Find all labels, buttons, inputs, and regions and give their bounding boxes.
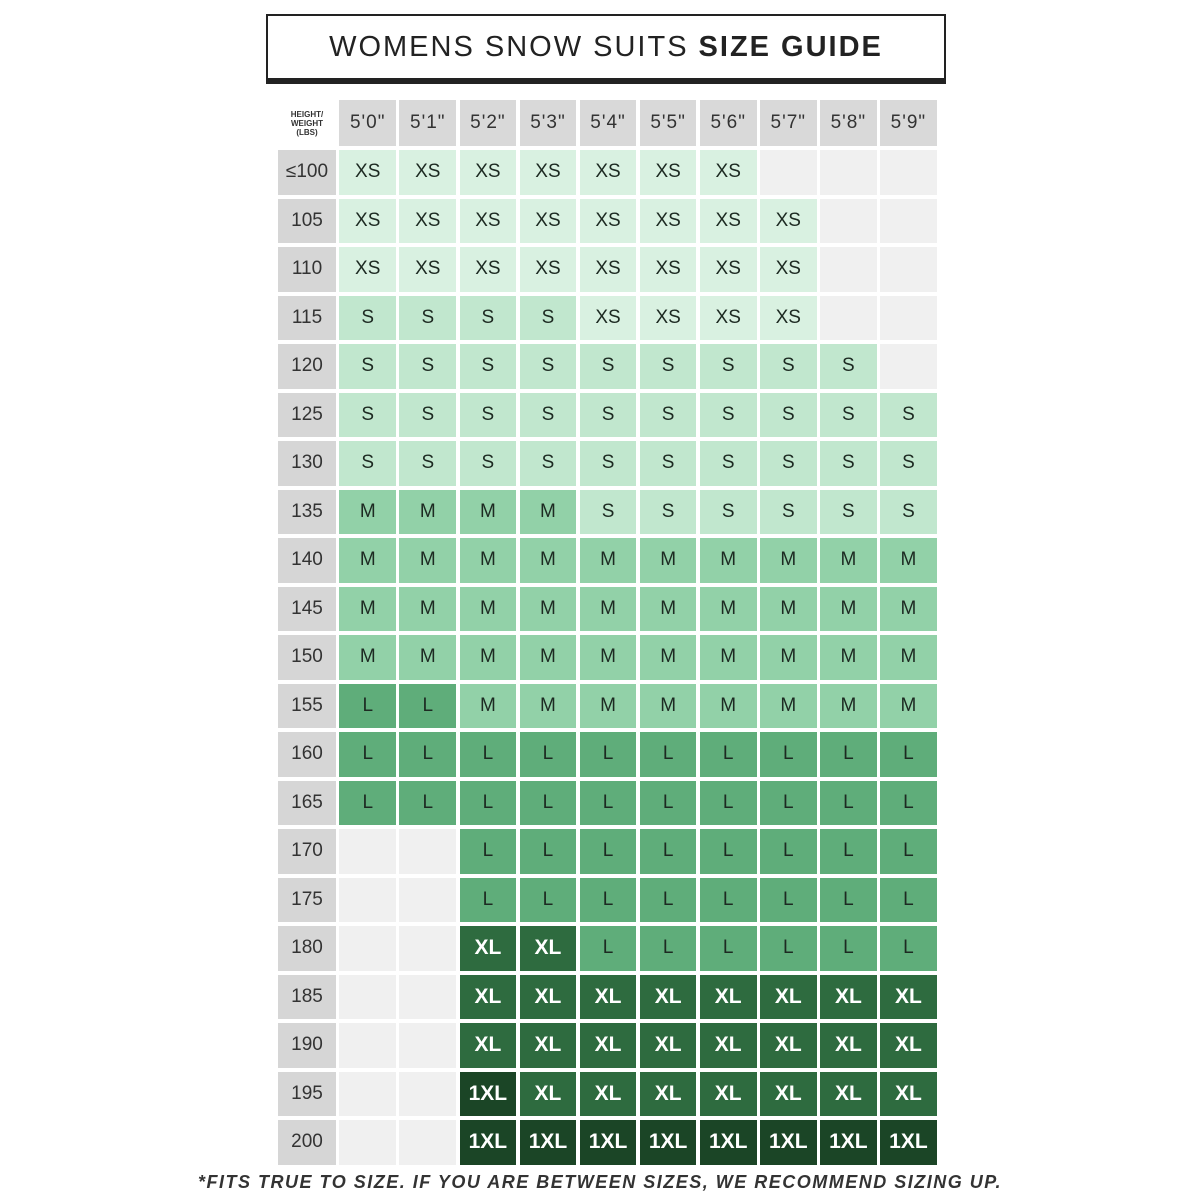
size-cell: XL [700, 975, 757, 1020]
row-header-weight: 170 [278, 829, 336, 874]
empty-cell [820, 150, 877, 195]
size-cell: XS [580, 150, 637, 195]
size-cell: S [339, 441, 396, 486]
size-cell: L [640, 732, 697, 777]
size-cell: XS [339, 247, 396, 292]
size-cell: M [520, 684, 577, 729]
empty-cell [820, 199, 877, 244]
size-cell: M [399, 490, 456, 535]
footnote: *FITS TRUE TO SIZE. IF YOU ARE BETWEEN SIZES, WE RECOMMEND SIZING UP. [198, 1172, 1002, 1192]
size-cell: 1XL [460, 1072, 517, 1117]
size-cell: S [520, 441, 577, 486]
size-cell: M [700, 635, 757, 680]
size-cell: S [700, 393, 757, 438]
size-cell: L [520, 878, 577, 923]
size-cell: M [760, 587, 817, 632]
size-cell: XS [339, 199, 396, 244]
size-cell: S [520, 393, 577, 438]
size-cell: XS [580, 247, 637, 292]
size-cell: XS [520, 247, 577, 292]
size-cell: L [520, 781, 577, 826]
size-cell: L [700, 926, 757, 971]
size-cell: S [460, 296, 517, 341]
size-cell: M [520, 490, 577, 535]
size-cell: M [399, 587, 456, 632]
size-cell: M [580, 587, 637, 632]
row-header-weight: 145 [278, 587, 336, 632]
empty-cell [820, 247, 877, 292]
size-cell: L [520, 732, 577, 777]
size-cell: XL [580, 1023, 637, 1068]
size-cell: M [640, 684, 697, 729]
size-cell: XS [760, 247, 817, 292]
size-cell: XL [520, 975, 577, 1020]
size-cell: XS [640, 199, 697, 244]
size-cell: M [460, 635, 517, 680]
size-cell: L [760, 878, 817, 923]
size-cell: XL [700, 1023, 757, 1068]
empty-cell [339, 878, 396, 923]
size-cell: XS [760, 199, 817, 244]
title-light: WOMENS SNOW SUITS [329, 30, 689, 63]
size-cell: L [339, 684, 396, 729]
title-bold: SIZE GUIDE [698, 30, 883, 63]
size-cell: S [760, 490, 817, 535]
size-cell: XL [640, 1072, 697, 1117]
size-cell: M [700, 684, 757, 729]
size-cell: XL [640, 1023, 697, 1068]
row-header-weight: 175 [278, 878, 336, 923]
size-cell: M [760, 684, 817, 729]
size-cell: XL [880, 1023, 937, 1068]
size-cell: L [880, 829, 937, 874]
size-cell: XS [640, 150, 697, 195]
size-cell: 1XL [760, 1120, 817, 1165]
empty-cell [399, 1120, 456, 1165]
empty-cell [339, 1120, 396, 1165]
column-header-height: 5'5" [640, 100, 697, 146]
size-cell: M [520, 538, 577, 583]
size-cell: L [760, 781, 817, 826]
size-cell: L [760, 732, 817, 777]
empty-cell [399, 926, 456, 971]
row-header-weight: 160 [278, 732, 336, 777]
size-cell: S [399, 296, 456, 341]
size-cell: XL [760, 1023, 817, 1068]
empty-cell [880, 150, 937, 195]
size-cell: S [640, 393, 697, 438]
size-cell: XS [700, 247, 757, 292]
size-cell: L [640, 829, 697, 874]
column-header-height: 5'0" [339, 100, 396, 146]
empty-cell [880, 247, 937, 292]
size-cell: XS [700, 150, 757, 195]
size-cell: XS [399, 247, 456, 292]
size-cell: S [820, 490, 877, 535]
size-cell: M [339, 490, 396, 535]
size-cell: M [640, 635, 697, 680]
size-cell: L [399, 781, 456, 826]
size-cell: XL [760, 975, 817, 1020]
size-cell: S [580, 441, 637, 486]
size-cell: XL [460, 975, 517, 1020]
size-cell: M [520, 587, 577, 632]
size-cell: XS [399, 199, 456, 244]
size-cell: M [820, 635, 877, 680]
size-cell: L [760, 829, 817, 874]
size-cell: 1XL [520, 1120, 577, 1165]
size-cell: S [399, 441, 456, 486]
size-cell: L [880, 732, 937, 777]
size-cell: L [460, 878, 517, 923]
corner-label-line: HEIGHT/ [290, 109, 324, 119]
size-cell: XL [880, 975, 937, 1020]
size-cell: S [339, 393, 396, 438]
size-cell: L [399, 684, 456, 729]
size-cell: XS [520, 199, 577, 244]
size-cell: L [580, 732, 637, 777]
chart-title [266, 14, 946, 84]
size-cell: M [820, 538, 877, 583]
size-cell: XL [580, 1072, 637, 1117]
row-header-weight: 180 [278, 926, 336, 971]
size-cell: L [700, 829, 757, 874]
size-cell: L [700, 732, 757, 777]
size-cell: L [820, 829, 877, 874]
size-cell: XL [820, 1023, 877, 1068]
size-cell: M [700, 538, 757, 583]
size-cell: XS [640, 296, 697, 341]
size-cell: M [580, 684, 637, 729]
size-cell: L [339, 781, 396, 826]
size-cell: S [700, 490, 757, 535]
size-table [278, 100, 937, 1165]
size-cell: S [640, 441, 697, 486]
size-cell: M [399, 538, 456, 583]
size-cell: XL [520, 1023, 577, 1068]
size-cell: S [820, 344, 877, 389]
size-cell: M [820, 587, 877, 632]
size-cell: M [640, 538, 697, 583]
size-cell: XL [820, 1072, 877, 1117]
size-cell: M [760, 635, 817, 680]
size-cell: L [700, 781, 757, 826]
empty-cell [339, 1023, 396, 1068]
corner-label-line: (LBS) [296, 127, 318, 137]
empty-cell [760, 150, 817, 195]
column-header-height: 5'8" [820, 100, 877, 146]
size-cell: L [880, 781, 937, 826]
size-cell: M [820, 684, 877, 729]
size-cell: M [580, 538, 637, 583]
corner-label [278, 100, 336, 146]
size-cell: S [580, 393, 637, 438]
row-header-weight: 140 [278, 538, 336, 583]
size-cell: S [580, 490, 637, 535]
row-header-weight: 190 [278, 1023, 336, 1068]
size-cell: XL [580, 975, 637, 1020]
size-cell: S [339, 296, 396, 341]
size-cell: XS [580, 296, 637, 341]
size-cell: S [460, 344, 517, 389]
size-cell: L [460, 732, 517, 777]
size-cell: M [339, 587, 396, 632]
size-cell: M [520, 635, 577, 680]
size-cell: 1XL [700, 1120, 757, 1165]
size-cell: L [820, 781, 877, 826]
size-cell: M [880, 684, 937, 729]
size-cell: S [399, 344, 456, 389]
size-cell: M [460, 587, 517, 632]
size-cell: L [580, 926, 637, 971]
size-cell: S [880, 490, 937, 535]
size-cell: S [760, 344, 817, 389]
size-cell: L [760, 926, 817, 971]
size-cell: S [339, 344, 396, 389]
size-cell: L [820, 926, 877, 971]
row-header-weight: 120 [278, 344, 336, 389]
size-cell: XL [700, 1072, 757, 1117]
size-cell: XS [460, 199, 517, 244]
size-cell: L [580, 829, 637, 874]
size-cell: XS [460, 150, 517, 195]
size-cell: XS [580, 199, 637, 244]
size-cell: 1XL [580, 1120, 637, 1165]
size-cell: S [760, 441, 817, 486]
size-cell: M [700, 587, 757, 632]
size-cell: S [460, 441, 517, 486]
size-cell: XS [520, 150, 577, 195]
row-header-weight: 195 [278, 1072, 336, 1117]
size-cell: S [520, 344, 577, 389]
empty-cell [880, 344, 937, 389]
column-header-height: 5'4" [580, 100, 637, 146]
size-cell: S [820, 393, 877, 438]
column-header-height: 5'2" [460, 100, 517, 146]
size-cell: XS [399, 150, 456, 195]
size-cell: M [880, 635, 937, 680]
size-cell: S [760, 393, 817, 438]
row-header-weight: 200 [278, 1120, 336, 1165]
size-cell: XL [760, 1072, 817, 1117]
size-cell: L [880, 926, 937, 971]
column-header-height: 5'3" [520, 100, 577, 146]
column-header-height: 5'6" [700, 100, 757, 146]
row-header-weight: 125 [278, 393, 336, 438]
empty-cell [399, 1072, 456, 1117]
row-header-weight: 105 [278, 199, 336, 244]
size-cell: 1XL [460, 1120, 517, 1165]
size-cell: M [640, 587, 697, 632]
size-cell: S [520, 296, 577, 341]
empty-cell [820, 296, 877, 341]
size-cell: L [700, 878, 757, 923]
size-cell: S [700, 344, 757, 389]
size-cell: M [339, 538, 396, 583]
size-cell: S [880, 393, 937, 438]
size-cell: L [640, 926, 697, 971]
size-cell: L [820, 732, 877, 777]
size-cell: L [880, 878, 937, 923]
size-cell: L [460, 829, 517, 874]
size-cell: L [339, 732, 396, 777]
size-cell: XL [520, 926, 577, 971]
size-cell: M [339, 635, 396, 680]
size-cell: XL [460, 926, 517, 971]
size-cell: 1XL [640, 1120, 697, 1165]
row-header-weight: 165 [278, 781, 336, 826]
row-header-weight: 110 [278, 247, 336, 292]
size-cell: XS [339, 150, 396, 195]
size-cell: S [880, 441, 937, 486]
empty-cell [399, 829, 456, 874]
size-cell: L [399, 732, 456, 777]
size-cell: XS [700, 199, 757, 244]
size-cell: M [760, 538, 817, 583]
row-header-weight: 185 [278, 975, 336, 1020]
size-cell: L [580, 781, 637, 826]
size-cell: M [460, 490, 517, 535]
size-cell: S [640, 490, 697, 535]
size-cell: L [520, 829, 577, 874]
size-cell: XS [760, 296, 817, 341]
row-header-weight: 155 [278, 684, 336, 729]
empty-cell [399, 1023, 456, 1068]
size-cell: L [820, 878, 877, 923]
column-header-height: 5'1" [399, 100, 456, 146]
size-cell: M [399, 635, 456, 680]
row-header-weight: ≤100 [278, 150, 336, 195]
empty-cell [339, 975, 396, 1020]
empty-cell [339, 829, 396, 874]
empty-cell [399, 878, 456, 923]
corner-label-line: WEIGHT [291, 118, 323, 128]
row-header-weight: 115 [278, 296, 336, 341]
size-cell: XS [640, 247, 697, 292]
size-cell: 1XL [880, 1120, 937, 1165]
size-cell: L [640, 878, 697, 923]
size-cell: XS [700, 296, 757, 341]
size-cell: L [640, 781, 697, 826]
size-cell: M [580, 635, 637, 680]
size-cell: L [580, 878, 637, 923]
size-cell: XL [880, 1072, 937, 1117]
size-cell: M [880, 587, 937, 632]
size-cell: XL [820, 975, 877, 1020]
size-cell: XL [520, 1072, 577, 1117]
column-header-height: 5'9" [880, 100, 937, 146]
size-cell: S [700, 441, 757, 486]
size-cell: M [460, 684, 517, 729]
empty-cell [399, 975, 456, 1020]
size-cell: S [460, 393, 517, 438]
empty-cell [880, 296, 937, 341]
size-cell: S [640, 344, 697, 389]
size-cell: XL [640, 975, 697, 1020]
size-cell: S [580, 344, 637, 389]
empty-cell [339, 926, 396, 971]
row-header-weight: 135 [278, 490, 336, 535]
row-header-weight: 150 [278, 635, 336, 680]
size-cell: S [399, 393, 456, 438]
row-header-weight: 130 [278, 441, 336, 486]
size-cell: XS [460, 247, 517, 292]
size-cell: XL [460, 1023, 517, 1068]
size-cell: M [880, 538, 937, 583]
empty-cell [339, 1072, 396, 1117]
column-header-height: 5'7" [760, 100, 817, 146]
size-cell: L [460, 781, 517, 826]
size-cell: M [460, 538, 517, 583]
empty-cell [880, 199, 937, 244]
size-cell: 1XL [820, 1120, 877, 1165]
size-cell: S [820, 441, 877, 486]
